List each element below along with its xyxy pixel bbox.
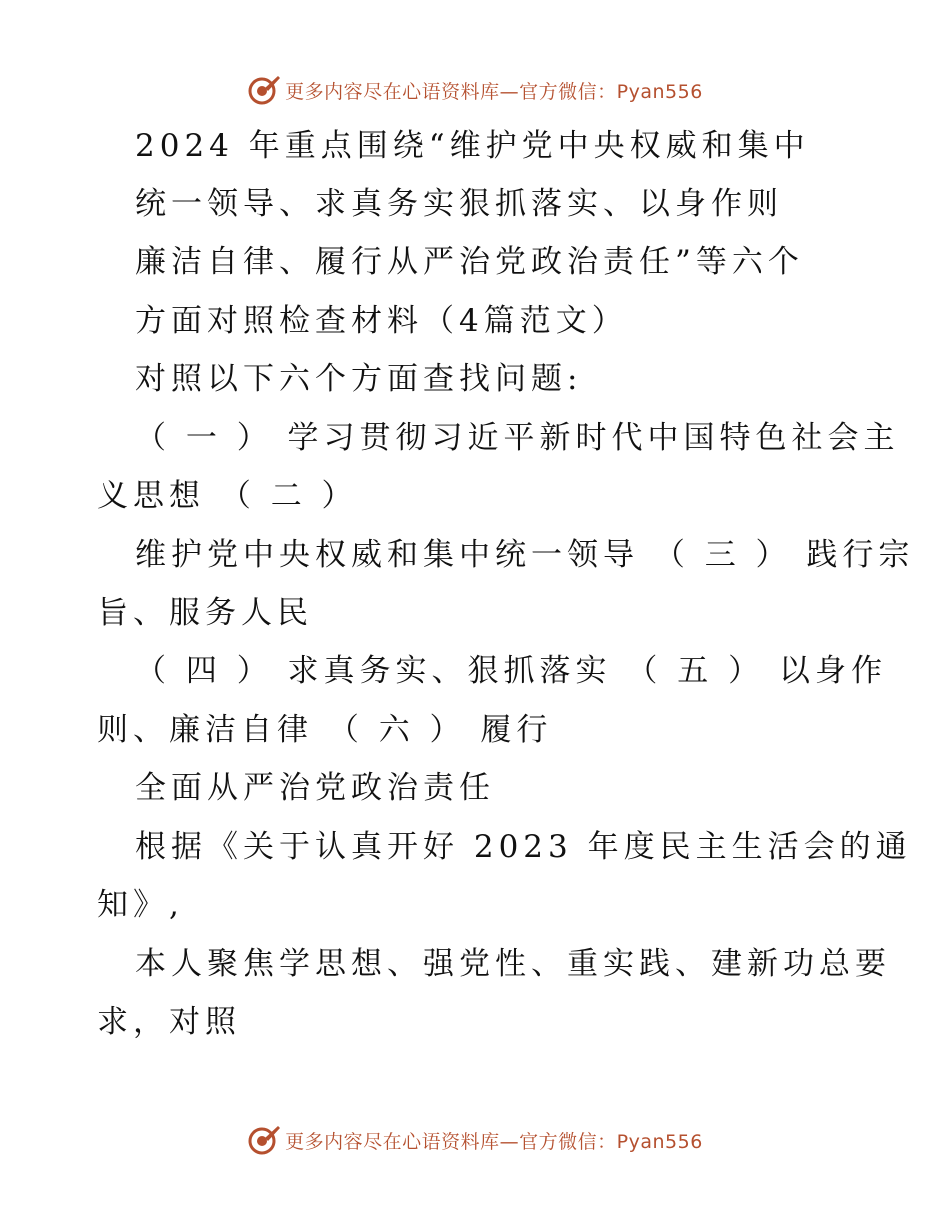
paragraph-line: 则、廉洁自律 （ 六 ） 履行 [97, 712, 553, 748]
paragraph-line: 维护党中央权威和集中统一领导 （ 三 ） 践行宗 [135, 537, 915, 573]
watermark-text: 更多内容尽在心语资料库—官方微信：Pyan556 [285, 80, 703, 103]
paragraph-line: （ 四 ） 求真务实、狠抓落实 （ 五 ） 以身作 [135, 653, 887, 689]
pen-logo-icon [247, 73, 281, 107]
paragraph-line: （ 一 ） 学习贯彻习近平新时代中国特色社会主 [135, 420, 900, 456]
paragraph-line: 全面从严治党政治责任 [135, 770, 495, 806]
paragraph-line: 旨、服务人民 [97, 595, 313, 631]
title-line-2: 统一领导、求真务实狠抓落实、以身作则 [135, 186, 783, 222]
paragraph-line: 对照以下六个方面查找问题: [135, 361, 583, 397]
paragraph-line: 义思想 （ 二 ） [97, 478, 358, 514]
header-watermark-banner [0, 70, 950, 110]
pen-logo-icon [247, 1123, 281, 1157]
paragraph-line: 本人聚焦学思想、强党性、重实践、建新功总要 [135, 946, 891, 982]
paragraph-line: 求，对照 [97, 1004, 241, 1040]
footer-watermark-banner [0, 1120, 950, 1160]
title-line-3: 廉洁自律、履行从严治党政治责任”等六个 [135, 244, 804, 280]
title-line-1: 2024 年重点围绕“维护党中央权威和集中 [135, 128, 810, 164]
paragraph-line: 根据《关于认真开好 2023 年度民主生活会的通 [135, 829, 912, 865]
paragraph-line: 知》, [97, 887, 184, 923]
title-line-4: 方面对照检查材料（4篇范文） [135, 303, 628, 339]
watermark-text: 更多内容尽在心语资料库—官方微信：Pyan556 [285, 1130, 703, 1153]
